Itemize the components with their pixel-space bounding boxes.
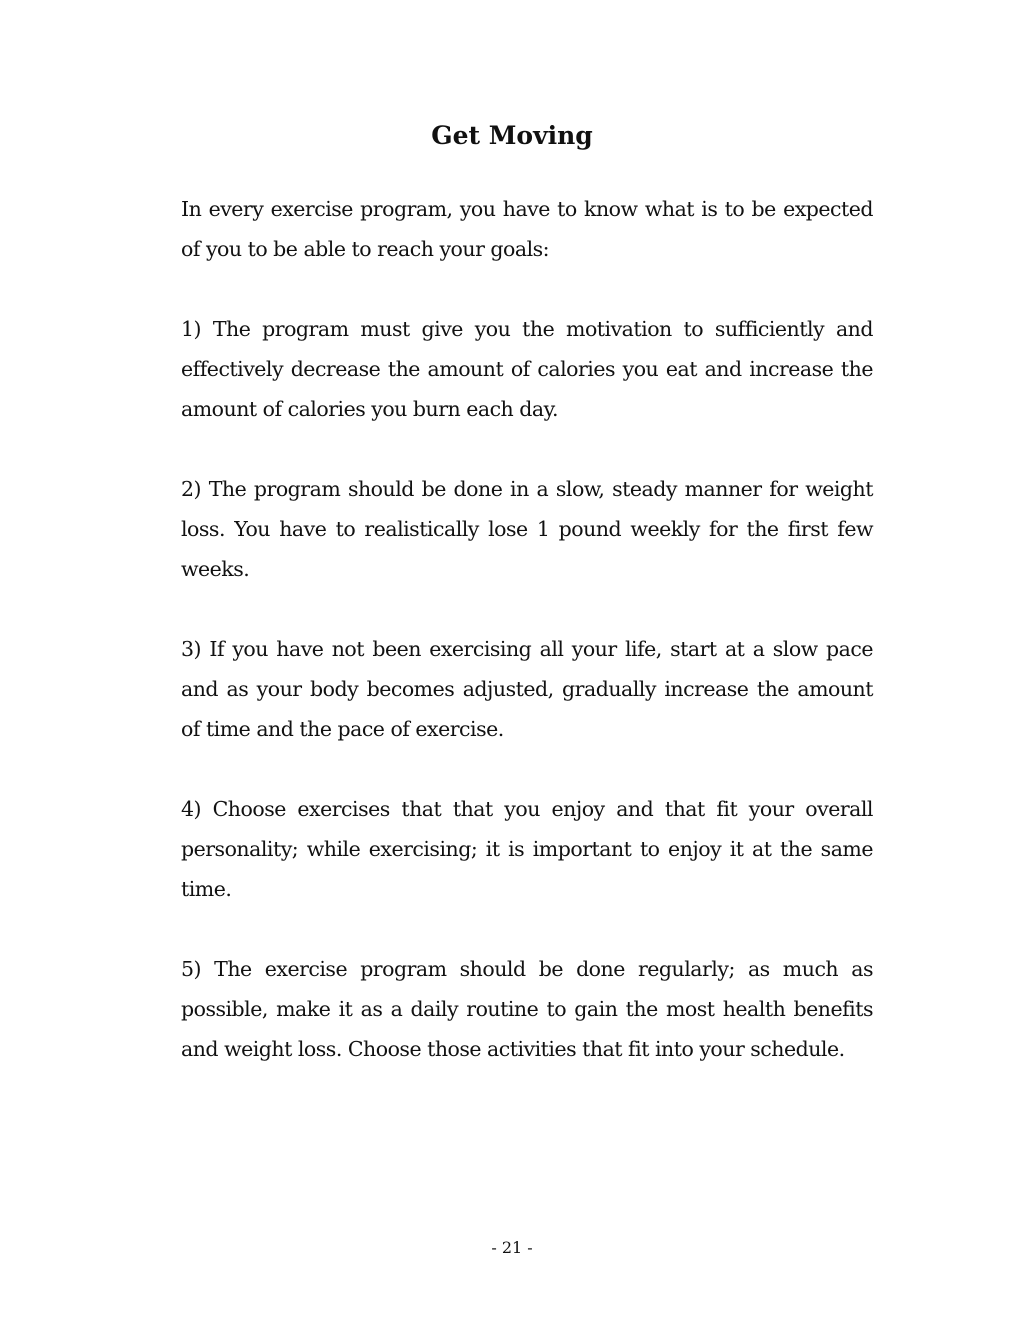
list-item-3: 3) If you have not been exercising all your life, start at a slow pace and as your body becomes adjusted, gradually increase the amount of time and the pace of exercise. bbox=[181, 637, 873, 741]
intro-paragraph: In every exercise program, you have to know what is to be expected of you to be able to reach your goals: bbox=[181, 197, 873, 261]
list-item-2: 2) The program should be done in a slow, steady manner for weight loss. You have to realistically lose 1 pound weekly for the first few weeks. bbox=[181, 477, 873, 581]
list-item-1: 1) The program must give you the motivation to sufficiently and effectively decrease the amount of calories you eat and increase the amount of calories you burn each day. bbox=[181, 317, 873, 421]
body-text bbox=[181, 189, 873, 1109]
list-item-4: 4) Choose exercises that that you enjoy and that fit your overall personality; while exercising; it is important to enjoy it at the same time. bbox=[181, 797, 873, 901]
list-item-5: 5) The exercise program should be done regularly; as much as possible, make it as a daily routine to gain the most health benefits and weight loss. Choose those activities that fit into your schedule. bbox=[181, 957, 873, 1061]
page-title: Get Moving bbox=[431, 121, 593, 150]
page-number: - 21 - bbox=[491, 1238, 533, 1257]
